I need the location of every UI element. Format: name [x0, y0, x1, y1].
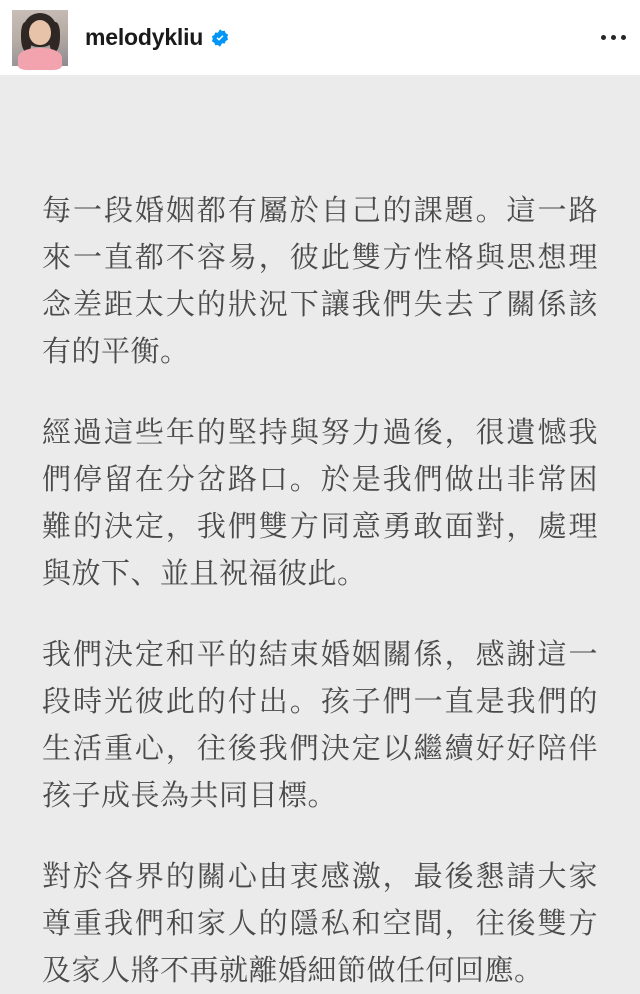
post-image-card — [0, 75, 640, 994]
more-dot-3 — [621, 35, 626, 40]
post-header — [0, 0, 640, 75]
avatar-face — [29, 20, 51, 45]
username-container[interactable] — [85, 24, 588, 51]
avatar-body — [18, 48, 62, 70]
username-label[interactable]: melodykliu — [85, 24, 204, 50]
more-options-icon[interactable] — [588, 23, 626, 53]
verified-badge-icon — [210, 28, 230, 48]
avatar-image — [12, 10, 68, 66]
statement-paragraph: 我們決定和平的結束婚姻關係，感謝這一段時光彼此的付出。孩子們一直是我們的生活重心，往後我們決定以繼續好好陪伴孩子成長為共同目標。 — [42, 636, 598, 812]
statement-paragraph: 對於各界的關心由衷感激，最後懇請大家尊重我們和家人的隱私和空間，往後雙方及家人將不再就離婚細節做任何回應。 — [42, 858, 598, 987]
more-dot-1 — [601, 35, 606, 40]
statement-paragraph: 每一段婚姻都有屬於自己的課題。這一路來一直都不容易，彼此雙方性格與思想理念差距太大的狀況下讓我們失去了關係該有的平衡。 — [42, 193, 598, 368]
avatar-hair-right — [49, 22, 60, 52]
avatar[interactable] — [12, 10, 68, 66]
more-dot-2 — [611, 35, 616, 40]
statement-text — [42, 75, 598, 994]
statement-paragraph: 經過這些年的堅持與努力過後，很遺憾我們停留在分岔路口。於是我們做出非常困難的決定，我們雙方同意勇敢面對，處理與放下、並且祝福彼此。 — [42, 414, 598, 590]
